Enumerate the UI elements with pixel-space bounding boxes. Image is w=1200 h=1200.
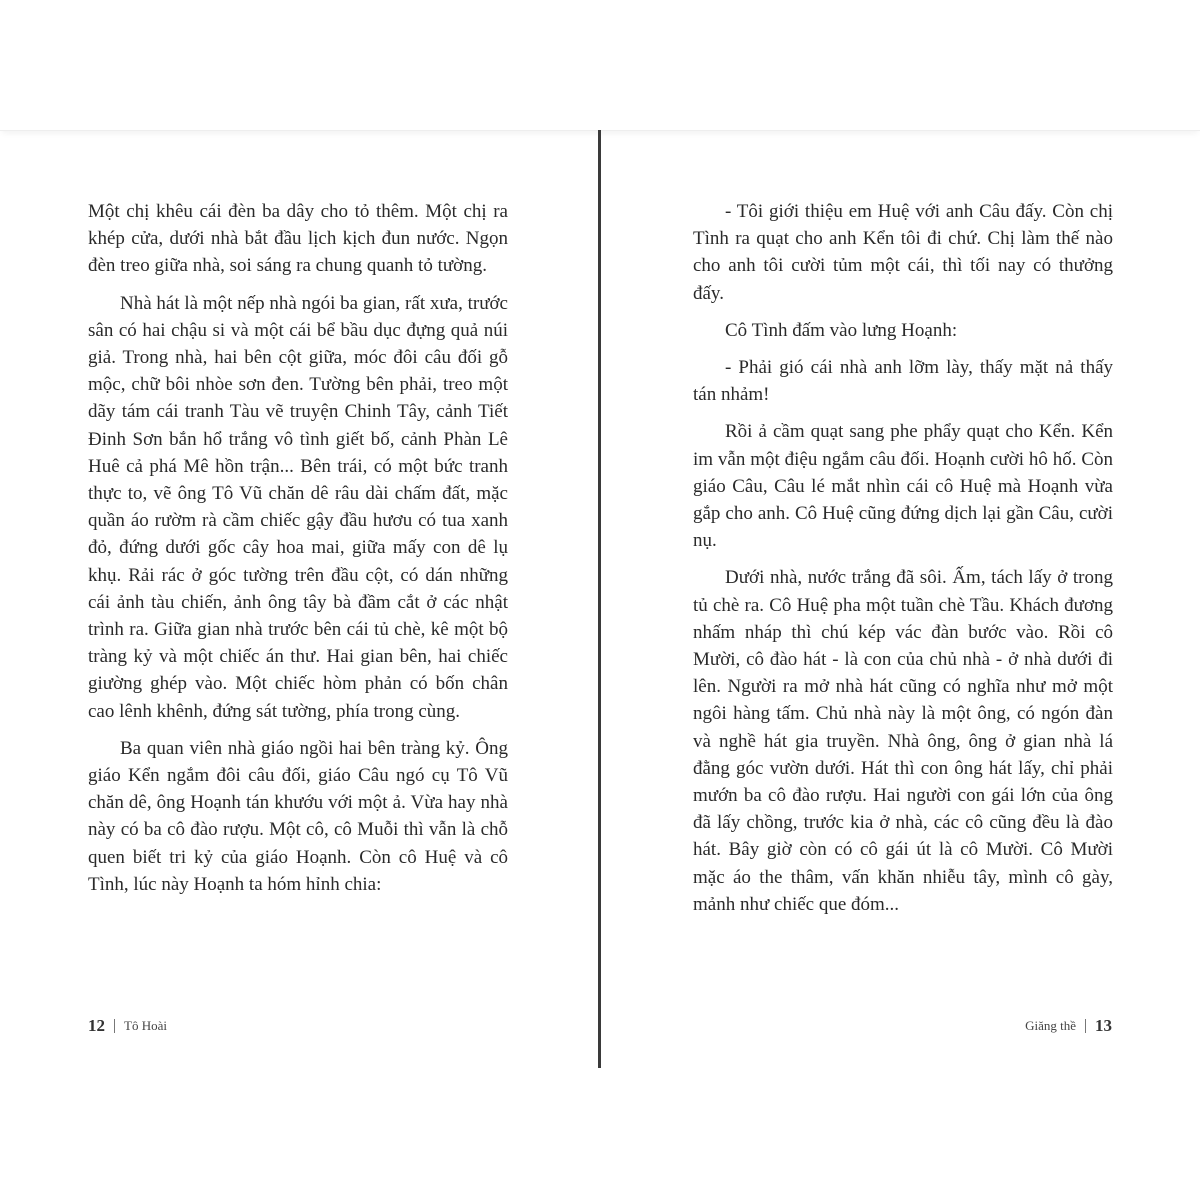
left-paragraph-1: Một chị khêu cái đèn ba dây cho tỏ thêm. Một chị ra khép cửa, dưới nhà bắt đầu lịch kịch đun nước. Ngọn đèn treo giữa nhà, soi sáng ra chung quanh tỏ tường. bbox=[88, 201, 508, 277]
left-page bbox=[88, 198, 508, 908]
left-page-number: 12 bbox=[88, 1016, 105, 1035]
footer-divider bbox=[1085, 1019, 1086, 1033]
right-paragraph-4: Rồi ả cầm quạt sang phe phẩy quạt cho Kển. Kển im vẫn một điệu ngắm câu đối. Hoạnh cười hô hố. Còn giáo Câu, Câu lé mắt nhìn cái cô Huệ mà Hoạnh vừa gắp cho anh. Cô Huệ cũng đứng dịch lại gần Câu, cười nụ. bbox=[693, 421, 1113, 552]
right-paragraph-1: - Tôi giới thiệu em Huệ với anh Câu đấy. Còn chị Tình ra quạt cho anh Kển tôi đi chứ. Chị làm thế nào cho anh tôi cười tủm một cái, thì tối nay có thưởng đấy. bbox=[693, 201, 1113, 304]
book-spine bbox=[598, 130, 601, 1068]
right-page bbox=[693, 198, 1113, 928]
left-paragraph-2: Nhà hát là một nếp nhà ngói ba gian, rất xưa, trước sân có hai chậu si và một cái bể bầu dục đựng quả núi giả. Trong nhà, hai bên cột giữa, móc đôi câu đối gỗ mộc, chữ bôi nhòe sơn đen. Tường bên phải, treo một dãy tám cái tranh Tàu vẽ truyện Chinh Tây, cảnh Tiết Đinh Sơn bắn hổ trắng vô tình giết bố, cảnh Phàn Lê Huê cả phá Mê hồn trận... Bên trái, có một bức tranh thực to, vẽ ông Tô Vũ chăn dê râu dài chấm đất, mặc quần áo rườm rà cầm chiếc gậy đầu hươu có tua xanh đỏ, đứng dưới gốc cây hoa mai, giữa mấy con dê lụ khụ. Rải rác ở góc tường trên đầu cột, có dán những cái ảnh tàu chiến, ảnh ông tây bà đầm cắt ở các nhật trình ra. Giữa gian nhà trước bên cái tủ chè, kê một bộ tràng kỷ và một chiếc án thư. Hai gian bên, hai chiếc giường ghép vào. Một chiếc hòm phản có bốn chân cao lênh khênh, đứng sát tường, phía trong cùng. bbox=[88, 292, 508, 722]
left-paragraph-3: Ba quan viên nhà giáo ngồi hai bên tràng kỷ. Ông giáo Kển ngắm đôi câu đối, giáo Câu ngó cụ Tô Vũ chăn dê, ông Hoạnh tán khướu với một ả. Vừa hay nhà này có ba cô đào rượu. Một cô, cô Muỗi thì vẫn là chỗ quen biết tri kỷ của giáo Hoạnh. Còn cô Huệ và cô Tình, lúc này Hoạnh ta hóm hỉnh chia: bbox=[88, 737, 508, 895]
left-footer bbox=[88, 1016, 167, 1036]
top-blank-band bbox=[0, 0, 1200, 131]
right-page-number: 13 bbox=[1095, 1016, 1112, 1035]
right-paragraph-5: Dưới nhà, nước trắng đã sôi. Ấm, tách lấy ở trong tủ chè ra. Cô Huệ pha một tuần chè Tầu. Khách đương nhấm nháp thì chú kép vác đàn bước vào. Rồi cô Mười, cô đào hát - là con của chủ nhà - ở nhà dưới đi lên. Người ra mở nhà hát cũng có nghĩa như mở một ngôi hàng tấm. Chủ nhà này là một ông, có ngón đàn và nghề hát gia truyền. Nhà ông, ông ở gian nhà lá đằng góc vườn dưới. Hát thì con ông hát lấy, chỉ phải mướn ba cô đào rượu. Hai người con gái lớn của ông đã lấy chồng, trước kia ở nhà, các cô cũng đều là đào hát. Bây giờ còn có cô gái út là cô Mười. Cô Mười mặc áo the thâm, vấn khăn nhiễu tây, mình cô gày, mảnh như chiếc que đóm... bbox=[693, 567, 1113, 915]
footer-divider bbox=[114, 1019, 115, 1033]
book-title: Giăng thề bbox=[1025, 1018, 1076, 1033]
right-footer bbox=[1025, 1016, 1112, 1036]
author-name: Tô Hoài bbox=[124, 1018, 167, 1033]
right-paragraph-2: Cô Tình đấm vào lưng Hoạnh: bbox=[725, 319, 958, 341]
right-paragraph-3: - Phải gió cái nhà anh lỡm lày, thấy mặt nả thấy tán nhảm! bbox=[693, 357, 1113, 406]
